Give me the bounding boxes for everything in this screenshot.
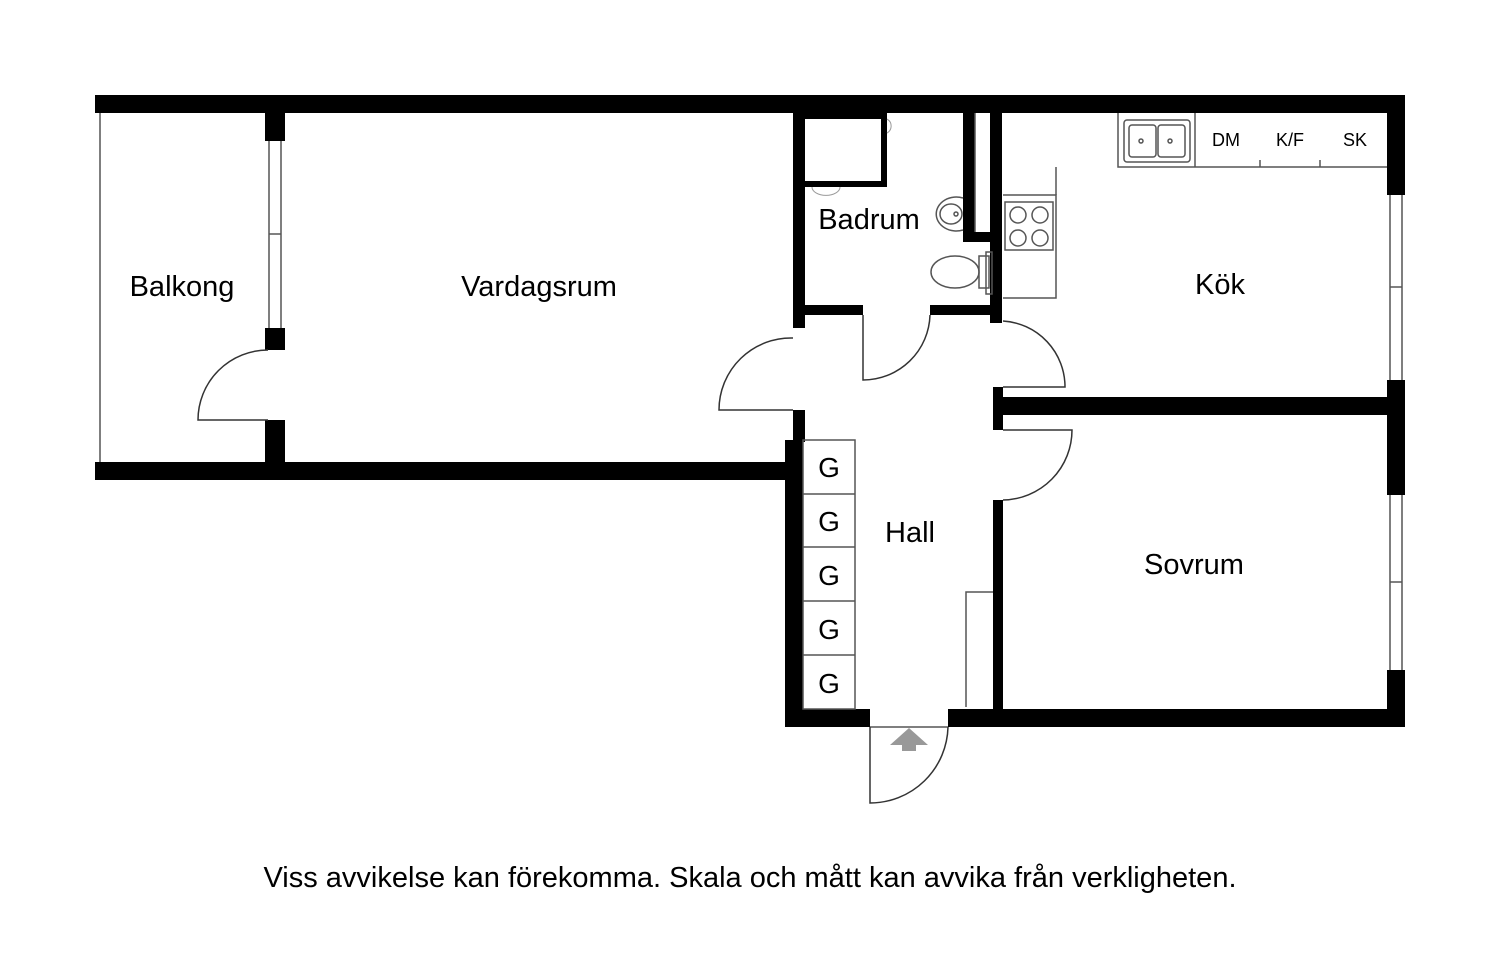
vardagsrum-door [719, 338, 793, 410]
room-label-hall: Hall [885, 517, 935, 549]
appliance-label-dm: DM [1212, 130, 1240, 150]
thin-lines [100, 113, 1402, 727]
appliance-label-kf: K/F [1275, 130, 1305, 150]
room-label-sovrum: Sovrum [1144, 549, 1244, 581]
sink-icon [1124, 120, 1190, 162]
sovrum-door [1003, 430, 1072, 500]
appliance-label-sk: SK [1342, 130, 1368, 150]
room-label-balkong: Balkong [129, 271, 235, 303]
balkong-door [198, 350, 268, 420]
wardrobe-label: G [818, 668, 840, 699]
stove-icon [1005, 202, 1053, 250]
room-label-kok: Kök [1195, 269, 1245, 301]
wardrobe-label: G [818, 560, 840, 591]
wardrobe-label: G [818, 614, 840, 645]
entrance-arrow-icon [890, 728, 928, 751]
washbasin-icon [936, 197, 963, 231]
toilet-icon [931, 252, 992, 294]
kok-door [1003, 321, 1065, 387]
room-label-badrum: Badrum [818, 204, 920, 236]
wardrobe-label: G [818, 506, 840, 537]
badrum-door [863, 315, 930, 380]
room-label-vardagsrum: Vardagsrum [461, 271, 617, 303]
walls [95, 95, 1405, 727]
disclaimer-text: Viss avvikelse kan förekomma. Skala och mått kan avvika från verkligheten. [263, 862, 1237, 894]
door-swings [198, 315, 1072, 803]
wardrobe-label: G [818, 452, 840, 483]
